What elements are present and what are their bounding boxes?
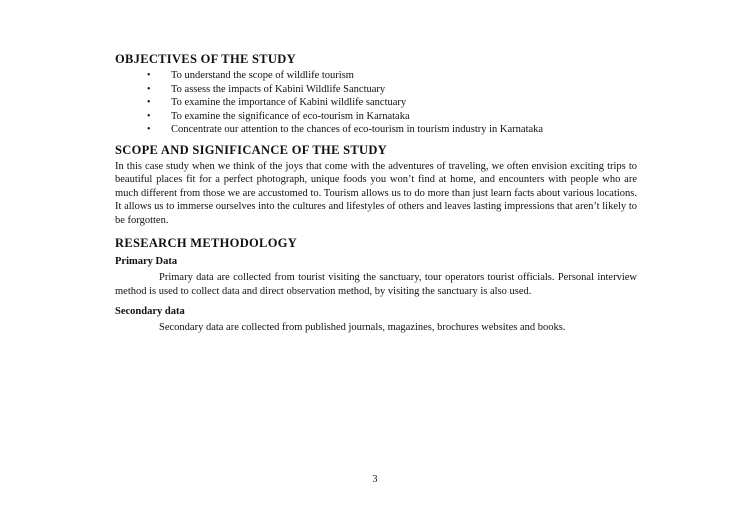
objective-item [115,69,637,83]
objective-item [115,123,637,137]
bullet-icon: • [147,110,151,122]
page-number: 3 [372,474,378,485]
secondary-data-paragraph: Secondary data are collected from published journals, magazines, brochures websites and books. [159,321,566,333]
objective-item [115,96,637,110]
secondary-data-heading: Secondary data [115,305,185,317]
primary-data-paragraph: Primary data are collected from tourist visiting the sanctuary, tour operators tourist officials. Personal interview method is used to collect data and direct observation method, by visiting the sanctuary is also used. [115,272,637,298]
objectives-heading: OBJECTIVES OF THE STUDY [115,52,296,66]
objective-item [115,83,637,97]
objective-text: To understand the scope of wildlife tourism [171,70,354,81]
objective-item [115,110,637,124]
objective-text: To examine the importance of Kabini wildlife sanctuary [171,97,407,108]
methodology-heading: RESEARCH METHODOLOGY [115,236,298,251]
page-content [115,49,637,334]
objectives-list [115,69,637,137]
bullet-icon: • [147,124,151,135]
scope-heading: SCOPE AND SIGNIFICANCE OF THE STUDY [115,142,388,157]
objective-text: To examine the significance of eco-tourism in Karnataka [171,110,410,122]
objective-text: Concentrate our attention to the chances of eco-tourism in tourism industry in Karnataka [171,124,544,135]
scope-paragraph: In this case study when we think of the joys that come with the adventures of traveling, we often envision exciting trips to beautiful places fit for a perfect photograph, unique foods you won’t find at home, and encounters with people who are much different from those we are accustomed to. Tourism allows us to do more than just learn facts about various locations. It allows us to immerse ourselves into the cultures and lifestyles of others and leaves lasting impressions that aren’t likely to be forgotten. [115,160,637,226]
bullet-icon: • [147,70,151,81]
bullet-icon: • [147,97,151,108]
bullet-icon: • [147,83,151,95]
primary-data-heading: Primary Data [115,256,178,268]
objective-text: To assess the impacts of Kabini Wildlife Sanctuary [171,83,386,95]
